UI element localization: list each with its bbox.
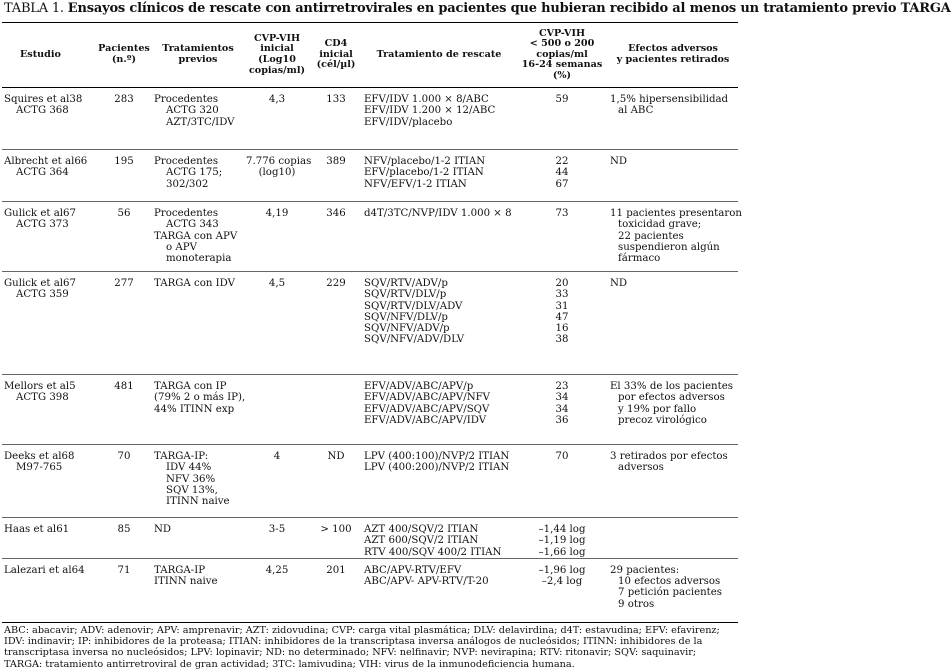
cell-estudio: Gulick et al67 ACTG 373 (4, 208, 76, 231)
cell-tratamiento-rescate: NFV/placebo/1-2 ITIAN EFV/placebo/1-2 ITIAN NFV/EFV/1-2 ITIAN (364, 156, 486, 190)
cell-tratamiento-rescate: d4T/3TC/NVP/IDV 1.000 × 8 (364, 208, 512, 219)
cell-tratamientos-previos: TARGA con IDV (154, 278, 236, 289)
cell-tratamientos-previos: TARGA-IP: IDV 44% NFV 36% SQV 13%, ITINN naive (154, 451, 230, 508)
cell-estudio: Deeks et al68 M97-765 (4, 451, 75, 474)
cell-cd4-inicial: ND (327, 451, 345, 462)
cell-tratamientos-previos: ND (154, 524, 172, 535)
cell-cvp-final: 70 (555, 451, 569, 462)
header-cvp-final: CVP-VIH < 500 o 200 copias/ml 16-24 semanas (%) (521, 27, 603, 81)
cell-pacientes: 195 (114, 156, 134, 167)
cell-cvp-inicial: 4,3 (268, 94, 286, 105)
cell-estudio: Lalezari et al64 (4, 564, 85, 576)
cell-cvp-final: –1,96 log –2,4 log (538, 564, 586, 588)
header-cvp-inicial: CVP-VIH inicial (Log10 copias/ml) (248, 32, 306, 76)
table-caption (2, 0, 951, 22)
table-row (2, 150, 738, 202)
cell-cvp-final: 22 44 67 (555, 156, 569, 190)
cell-cvp-final: –1,44 log –1,19 log –1,66 log (538, 524, 586, 558)
cell-efectos-adversos: El 33% de los pacientes por efectos adversos y 19% por fallo precoz virológico (610, 381, 733, 426)
table-row (2, 445, 738, 518)
cell-pacientes: 481 (114, 381, 134, 392)
cell-estudio: Mellors et al5 ACTG 398 (4, 381, 76, 404)
document (2, 0, 951, 670)
cell-tratamientos-previos: TARGA con IP (79% 2 o más IP), 44% ITINN exp (154, 381, 246, 415)
cell-cvp-inicial: 3-5 (268, 524, 286, 535)
cell-tratamientos-previos: Procedentes ACTG 175; 302/302 (154, 156, 223, 190)
cell-cvp-inicial: 4,5 (268, 278, 286, 289)
cell-cvp-final: 20 33 31 47 16 38 (555, 278, 569, 346)
cell-efectos-adversos (608, 518, 738, 559)
abbreviations-footnote (2, 623, 738, 670)
cell-pacientes: 71 (117, 564, 131, 576)
header-efectos-adversos: Efectos adversos y pacientes retirados (616, 43, 730, 65)
cell-cvp-final: 73 (555, 208, 569, 219)
footnote-line: transcriptasa inversa no nucleósidos; LPV: lopinavir; ND: no determinado; NFV: nelfinavir; NVP: nevirapina; RTV: ritonavir; SQV: saquinavir; (4, 647, 697, 659)
footnote-line: IDV: indinavir; IP: inhibidores de la proteasa; ITIAN: inhibidores de la transcriptasa inversa análogos de nucleósidos; ITINN: inhibidores de la (4, 636, 703, 648)
cell-efectos-adversos: 29 pacientes: 10 efectos adversos 7 petición pacientes 9 otros (610, 564, 723, 610)
cell-tratamiento-rescate: EFV/ADV/ABC/APV/p EFV/ADV/ABC/APV/NFV EFV/ADV/ABC/APV/SQV EFV/ADV/ABC/APV/IDV (364, 381, 491, 426)
header-estudio: Estudio (20, 48, 61, 60)
cell-tratamientos-previos: Procedentes ACTG 320 AZT/3TC/IDV (154, 94, 235, 128)
table-header (2, 23, 738, 88)
table-row (2, 202, 738, 272)
footnote-line: TARGA: tratamiento antirretroviral de gran actividad; 3TC: lamivudina; VIH: virus de la inmunodeficiencia humana. (4, 658, 575, 670)
cell-pacientes: 277 (114, 278, 134, 289)
header-tratamiento-rescate: Tratamiento de rescate (376, 48, 502, 60)
cell-estudio: Haas et al61 (4, 524, 70, 535)
header-tratamientos-previos: Tratamientos previos (162, 43, 234, 65)
cell-cd4-inicial: 201 (326, 564, 346, 576)
cell-tratamiento-rescate: AZT 400/SQV/2 ITIAN AZT 600/SQV/2 ITIAN RTV 400/SQV 400/2 ITIAN (364, 524, 502, 558)
cell-cd4-inicial: 346 (326, 208, 346, 219)
cell-tratamiento-rescate: ABC/APV-RTV/EFV ABC/APV- APV-RTV/T-20 (364, 564, 489, 588)
cell-cvp-inicial: 7.776 copias (log10) (246, 156, 312, 179)
cell-cd4-inicial (310, 375, 362, 445)
cell-tratamiento-rescate: SQV/RTV/ADV/p SQV/RTV/DLV/p SQV/RTV/DLV/ADV SQV/NFV/DLV/p SQV/NFV/ADV/p SQV/NFV/ADV/DLV (364, 278, 465, 346)
cell-pacientes: 85 (117, 524, 131, 535)
cell-estudio: Gulick et al67 ACTG 359 (4, 278, 76, 301)
cell-cd4-inicial: 229 (326, 278, 346, 289)
cell-tratamientos-previos: Procedentes ACTG 343 TARGA con APV o APV monoterapia (154, 208, 238, 265)
cell-cvp-final: 23 34 34 36 (555, 381, 569, 426)
cell-cd4-inicial: 389 (326, 156, 346, 167)
cell-estudio: Albrecht et al66 ACTG 364 (4, 156, 88, 179)
cell-tratamiento-rescate: EFV/IDV 1.000 × 8/ABC EFV/IDV 1.200 × 12/ABC EFV/IDV/placebo (364, 94, 496, 128)
cell-cvp-final: 59 (555, 94, 569, 105)
cell-cvp-inicial: 4,19 (265, 208, 289, 219)
table-body (2, 88, 742, 623)
cell-pacientes: 70 (117, 451, 131, 462)
cell-estudio: Squires et al38 ACTG 368 (4, 94, 83, 117)
cell-pacientes: 56 (117, 208, 131, 219)
cell-tratamientos-previos: TARGA-IP ITINN naive (154, 564, 218, 588)
cell-tratamiento-rescate: LPV (400:100)/NVP/2 ITIAN LPV (400:200)/NVP/2 ITIAN (364, 451, 510, 474)
table-row (2, 558, 738, 622)
table-row (2, 518, 738, 559)
cell-efectos-adversos: ND (610, 278, 628, 289)
cell-cd4-inicial: 133 (326, 94, 346, 105)
cell-cvp-inicial: 4,25 (265, 564, 289, 576)
cell-efectos-adversos: 11 pacientes presentaron toxicidad grave; 22 pacientes suspendieron algún fármaco (610, 208, 742, 265)
cell-efectos-adversos: 1,5% hipersensibilidad al ABC (610, 94, 729, 117)
caption-title: Ensayos clínicos de rescate con antirretrovirales en pacientes que hubieran recibido al menos un tratamiento previo TARGA (67, 1, 951, 16)
header-pacientes: Pacientes (n.º) (98, 43, 150, 65)
cell-efectos-adversos: 3 retirados por efectos adversos (610, 451, 728, 474)
footnote-line: ABC: abacavir; ADV: adenovir; APV: amprenavir; AZT: zidovudina; CVP: carga vital plasmática; DLV: delavirdina; d4T: estavudina; EFV: efavirenz; (4, 624, 720, 636)
table-row (2, 88, 738, 150)
cell-cd4-inicial: > 100 (320, 524, 352, 535)
cell-cvp-inicial: 4 (273, 451, 281, 462)
header-cd4-inicial: CD4 inicial (cél/µl) (316, 38, 356, 71)
cell-pacientes: 283 (114, 94, 134, 105)
cell-efectos-adversos: ND (610, 156, 628, 167)
clinical-trials-table (2, 22, 742, 623)
cell-cvp-inicial (244, 375, 310, 445)
table-row (2, 375, 738, 445)
table-row (2, 272, 738, 375)
caption-label: TABLA 1. (4, 1, 64, 16)
